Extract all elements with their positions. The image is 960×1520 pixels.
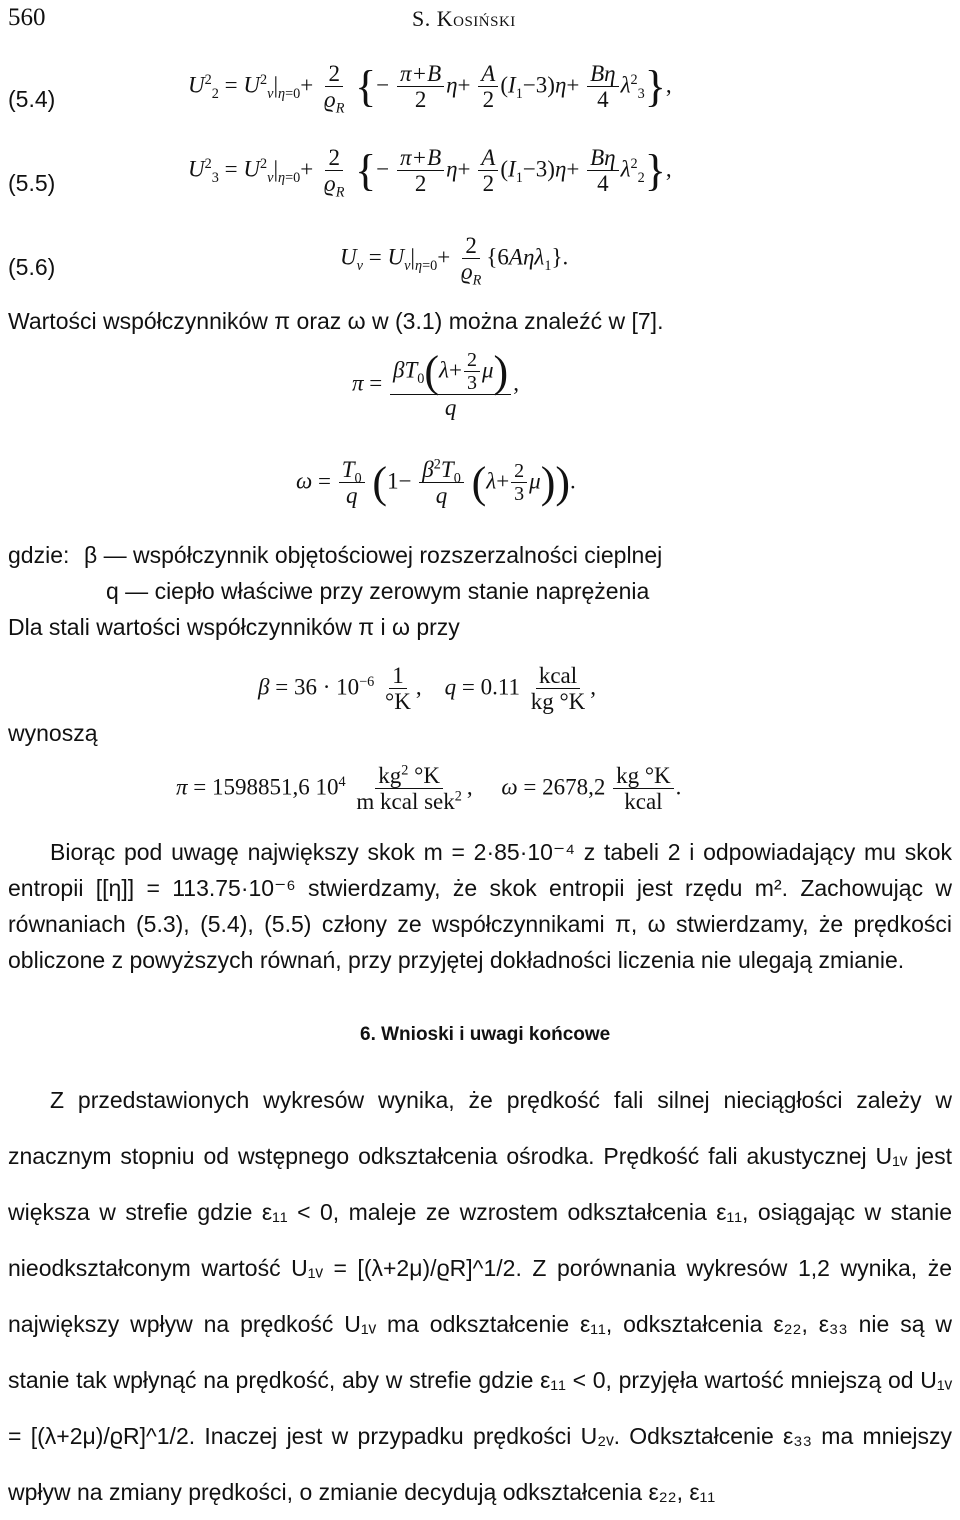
q-description: q — ciepło właściwe przy zerowym stanie naprężenia xyxy=(106,578,650,604)
intro-text: Wartości współczynników π oraz ω w (3.1) można znaleźć w [7]. xyxy=(8,308,664,334)
page-number: 560 xyxy=(8,4,46,31)
beta-description: β — współczynnik objętościowej rozszerzalności cieplnej xyxy=(84,542,663,568)
gdzie-label: gdzie: xyxy=(8,542,70,568)
equation-5-5: $U^2_3 = U^2_v|_{\eta=0}+$ $\frac{2}{ϱ_R}$ {− $\frac{\pi+B}{2}$ η+ $\frac{A}{2}$ $(I_1-3)\eta+$ $\frac{B\eta}{4}$ $\lambda^2_2$}, xyxy=(188,145,672,201)
equation-number-5-4: (5.4) xyxy=(8,86,56,112)
wynosza-text: wynoszą xyxy=(8,720,98,746)
dla-stali-text: Dla stali wartości współczynników π i ω przy xyxy=(8,614,460,640)
equation-number-5-6: (5.6) xyxy=(8,254,56,280)
paragraph-conclusions: Z przedstawionych wykresów wynika, że prędkość fali silnej nieciągłości zależy w znacznym stopniu od wstępnego odkształcenia ośrodka. Prędkość fali akustycznej U₁ᵥ jest większa w strefie gdzie ε₁₁ < 0, maleje ze wzrostem odkształcenia ε₁₁, osiągając w stanie nieodkształconym wartość U₁ᵥ = [(λ+2μ)/ϱR]^1/2. Z porównania wykresów 1,2 wynika, że największy wpływ na prędkość U₁ᵥ ma odkształcenie ε₁₁, odkształcenia ε₂₂, ε₃₃ nie są w stanie tak wpłynąć na prędkość, aby w strefie gdzie ε₁₁ < 0, przyjęła wartość mniejszą od U₁ᵥ = [(λ+2μ)/ϱR]^1/2. Inaczej jest w przypadku prędkości U₂ᵥ. Odkształcenie ε₃₃ ma mniejszy wpływ na zmiany prędkości, o zmianie decydują odkształcenia ε₂₂, ε₁₁ xyxy=(8,1087,952,1505)
beta-q-values: $\beta = 36 \cdot 10^{-6}$ $\frac{1}{^\circ K}$ , q = 0.11 $\frac{\text{kcal}}{kg ^\circ K}$ , xyxy=(258,663,597,715)
pi-omega-values: π = 1598851,6 $10^4$ $\frac{kg^2 ^\circ K}{m kcal sek^2}$ , ω = 2678,2 $\frac{kg ^\circ K}{\text{kcal}}$ . xyxy=(176,762,682,815)
paragraph-entropy: Biorąc pod uwagę największy skok m = 2·85·10⁻⁴ z tabeli 2 i odpowiadający mu skok entropii [[η]] = 113.75·10⁻⁶ stwierdzamy, że skok entropii jest rzędu m². Zachowując w równaniach (5.3), (5.4), (5.5) człony ze współczynnikami π, ω stwierdzamy, że prędkości obliczone z powyższych równań, przy przyjętej dokładności liczenia nie ulegają zmianie. xyxy=(8,839,952,973)
equation-5-4-text xyxy=(0,0,1,1)
omega-definition: ω = $\frac{T_0}{q}$ (1− $\frac{\beta^2T_0}{q}$ (λ+ $\frac{2}{3}$ μ)). xyxy=(296,456,576,509)
section-title: 6. Wnioski i uwagi końcowe xyxy=(360,1024,611,1045)
equation-number-5-5: (5.5) xyxy=(8,170,56,196)
running-title: S. Kosiński xyxy=(412,6,516,31)
pi-definition: π = $\beta T_0(\lambda+$ $\frac{2}{3}$ μ) q , xyxy=(352,347,519,420)
equation-5-4: $U^2_2 = U^2_v|_{\eta=0}+$ $\frac{2}{ϱ_R}$ {− $\frac{\pi+B}{2}$ η+ $\frac{A}{2}$ $(I_1-3)\eta+$ $\frac{B\eta}{4}$ $\lambda^2_3$}, xyxy=(188,61,672,117)
equation-5-6: $U_v = U_v|_{\eta=0}+$ $\frac{2}{ϱ_R}$ {6Aηλ$_1$}. xyxy=(340,233,569,289)
